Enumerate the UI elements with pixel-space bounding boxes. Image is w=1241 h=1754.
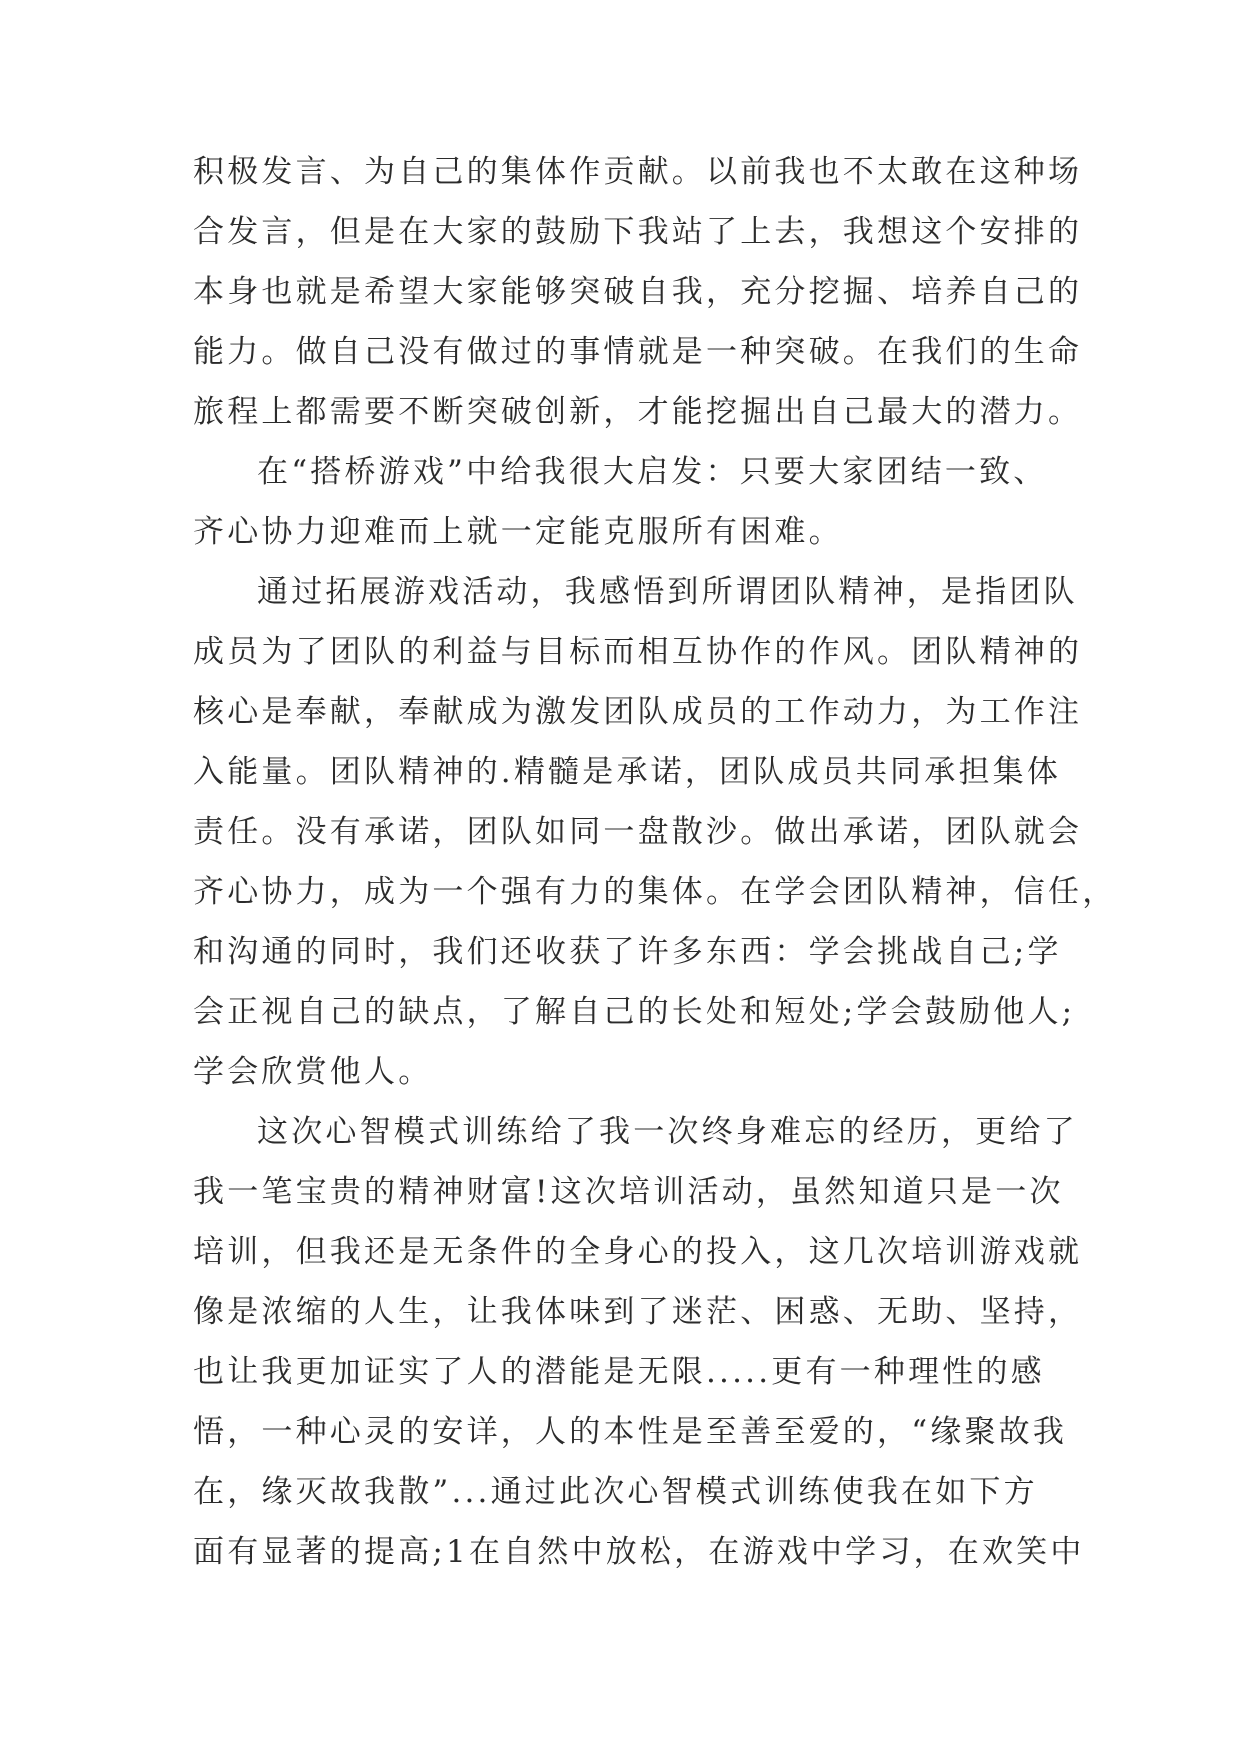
- text-line: 责任。没有承诺，团队如同一盘散沙。做出承诺，团队就会: [193, 814, 1083, 850]
- text-line: 会正视自己的缺点，了解自己的长处和短处;学会鼓励他人;: [193, 994, 1076, 1030]
- text-line: 悟，一种心灵的安详，人的本性是至善至爱的，“缘聚故我: [193, 1414, 1068, 1450]
- text-line: 培训，但我还是无条件的全身心的投入，这几次培训游戏就: [193, 1234, 1083, 1270]
- text-line: 积极发言、为自己的集体作贡献。以前我也不太敢在这种场: [193, 154, 1083, 190]
- text-line: 本身也就是希望大家能够突破自我，充分挖掘、培养自己的: [193, 274, 1083, 310]
- text-line: 学会欣赏他人。: [193, 1054, 433, 1090]
- text-line: 能力。做自己没有做过的事情就是一种突破。在我们的生命: [193, 334, 1083, 370]
- text-line: 我一笔宝贵的精神财富!这次培训活动，虽然知道只是一次: [193, 1174, 1064, 1210]
- text-line: 在，缘灭故我散”...通过此次心智模式训练使我在如下方: [193, 1474, 1038, 1510]
- text-line: 面有显著的提高;1在自然中放松，在游戏中学习，在欢笑中: [193, 1534, 1085, 1570]
- text-line: 齐心协力，成为一个强有力的集体。在学会团队精神，信任，: [193, 874, 1117, 910]
- paragraph-first-line: 这次心智模式训练给了我一次终身难忘的经历，更给了: [257, 1114, 1078, 1150]
- text-line: 入能量。团队精神的.精髓是承诺，团队成员共同承担集体: [193, 754, 1062, 790]
- paragraph-first-line: 在“搭桥游戏”中给我很大启发：只要大家团结一致、: [257, 454, 1048, 490]
- text-line: 成员为了团队的利益与目标而相互协作的作风。团队精神的: [193, 634, 1083, 670]
- text-line: 核心是奉献，奉献成为激发团队成员的工作动力，为工作注: [193, 694, 1083, 730]
- text-line: 合发言，但是在大家的鼓励下我站了上去，我想这个安排的: [193, 214, 1083, 250]
- text-line: 旅程上都需要不断突破创新，才能挖掘出自己最大的潜力。: [193, 394, 1083, 430]
- text-line: 也让我更加证实了人的潜能是无限.....更有一种理性的感: [193, 1354, 1045, 1390]
- document-body: [193, 142, 1117, 1582]
- paragraph-first-line: 通过拓展游戏活动，我感悟到所谓团队精神，是指团队: [257, 574, 1078, 610]
- text-line: 和沟通的同时，我们还收获了许多东西：学会挑战自己;学: [193, 934, 1062, 970]
- text-line: 齐心协力迎难而上就一定能克服所有困难。: [193, 514, 843, 550]
- text-line: 像是浓缩的人生，让我体味到了迷茫、困惑、无助、坚持，: [193, 1294, 1083, 1330]
